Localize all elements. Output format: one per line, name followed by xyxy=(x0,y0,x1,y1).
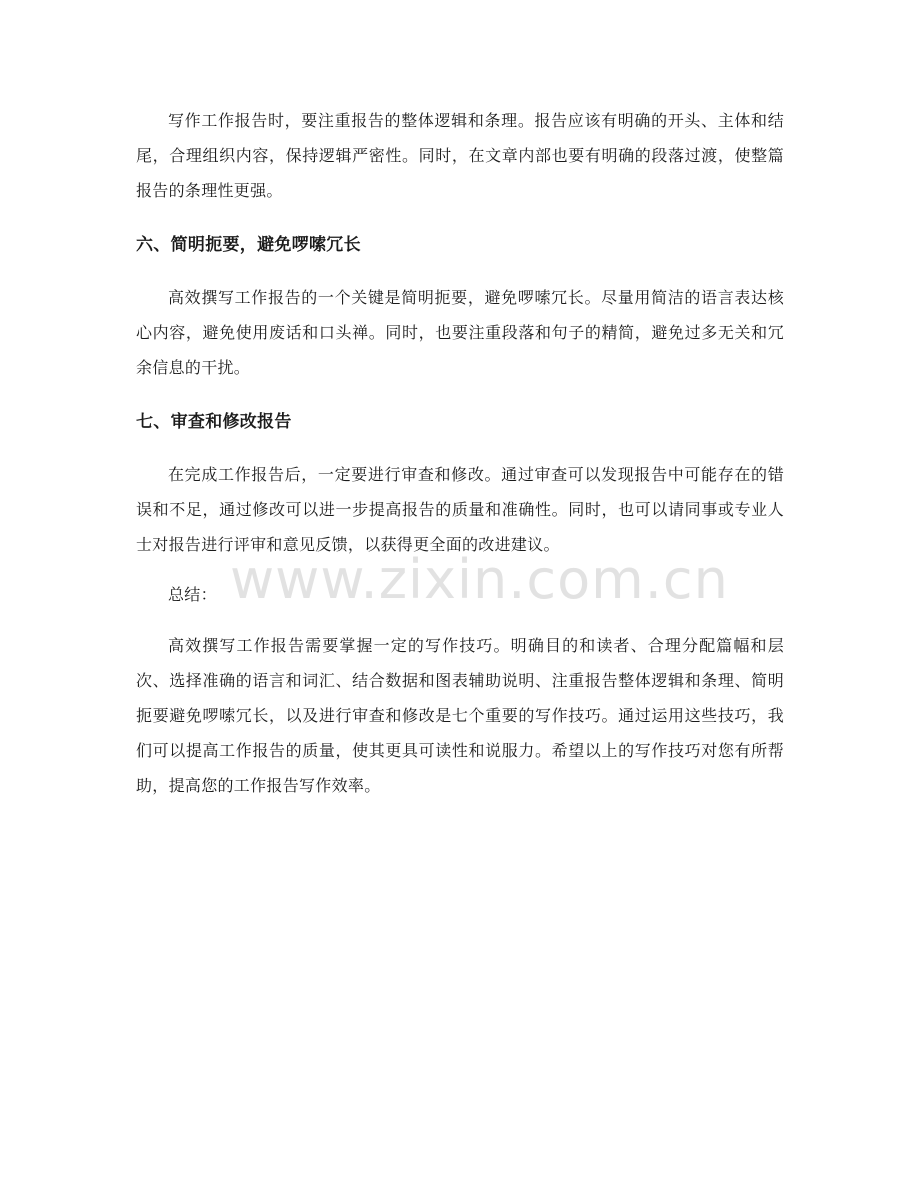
paragraph-concise: 高效撰写工作报告的一个关键是简明扼要，避免啰嗦冗长。尽量用简洁的语言表达核心内容，避免使用废话和口头禅。同时，也要注重段落和句子的精简，避免过多无关和冗余信息的干扰。 xyxy=(136,288,784,377)
section-heading-review: 七、审查和修改报告 xyxy=(136,412,292,432)
paragraph-review: 在完成工作报告后，一定要进行审查和修改。通过审查可以发现报告中可能存在的错误和不足，通过修改可以进一步提高报告的质量和准确性。同时，也可以请同事或专业人士对报告进行评审和意见反馈，以获得更全面的改进建议。 xyxy=(136,465,784,554)
section-heading-concise: 六、简明扼要，避免啰嗦冗长 xyxy=(136,235,361,255)
summary-label: 总结： xyxy=(168,585,217,604)
document-body xyxy=(136,103,784,803)
paragraph-report-logic: 写作工作报告时，要注重报告的整体逻辑和条理。报告应该有明确的开头、主体和结尾，合理组织内容，保持逻辑严密性。同时，在文章内部也要有明确的段落过渡，使整篇报告的条理性更强。 xyxy=(136,111,784,200)
watermark: www.zixin.com.cn xyxy=(230,548,729,611)
paragraph-summary: 高效撰写工作报告需要掌握一定的写作技巧。明确目的和读者、合理分配篇幅和层次、选择准确的语言和词汇、结合数据和图表辅助说明、注重报告整体逻辑和条理、简明扼要避免啰嗦冗长，以及进行审查和修改是七个重要的写作技巧。通过运用这些技巧，我们可以提高工作报告的质量，使其更具可读性和说服力。希望以上的写作技巧对您有所帮助，提高您的工作报告写作效率。 xyxy=(136,636,784,795)
